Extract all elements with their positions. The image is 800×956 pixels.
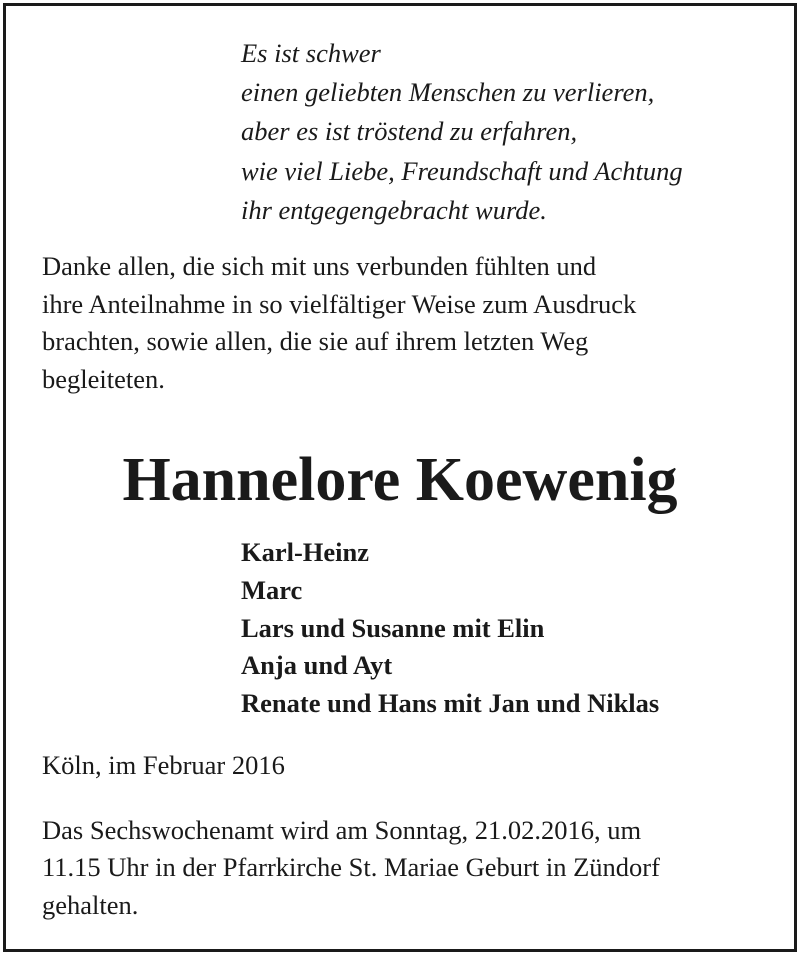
family-member: Anja und Ayt	[241, 650, 393, 681]
thanks-line: begleiteten.	[42, 364, 165, 395]
poem-quote	[241, 34, 683, 230]
thanks-paragraph	[42, 248, 636, 399]
thanks-line: Danke allen, die sich mit uns verbunden fühlten und	[42, 251, 597, 281]
deceased-name: Hannelore Koewenig	[122, 446, 678, 514]
thanks-line: brachten, sowie allen, die sie auf ihrem letzten Weg	[42, 326, 589, 357]
family-member: Lars und Susanne mit Elin	[241, 612, 545, 643]
poem-line: einen geliebten Menschen zu verlieren,	[241, 77, 655, 108]
poem-line: wie viel Liebe, Freundschaft und Achtung	[241, 155, 683, 186]
poem-line: Es ist schwer	[241, 38, 381, 68]
family-member: Renate und Hans mit Jan und Niklas	[241, 688, 660, 719]
family-list	[241, 534, 659, 723]
service-line: Das Sechswochenamt wird am Sonntag, 21.02.2016, um	[42, 815, 642, 845]
thanks-line: ihre Anteilnahme in so vielfältiger Weise zum Ausdruck	[42, 288, 637, 319]
poem-line: ihr entgegengebracht wurde.	[241, 194, 547, 225]
service-announcement	[42, 812, 660, 924]
place-date: Köln, im Februar 2016	[42, 750, 285, 780]
family-member: Marc	[241, 574, 303, 605]
poem-line: aber es ist tröstend zu erfahren,	[241, 116, 578, 147]
service-line: 11.15 Uhr in der Pfarrkirche St. Mariae Geburt in Zündorf	[42, 852, 660, 883]
family-member: Karl-Heinz	[241, 537, 370, 567]
service-line: gehalten.	[42, 889, 139, 920]
